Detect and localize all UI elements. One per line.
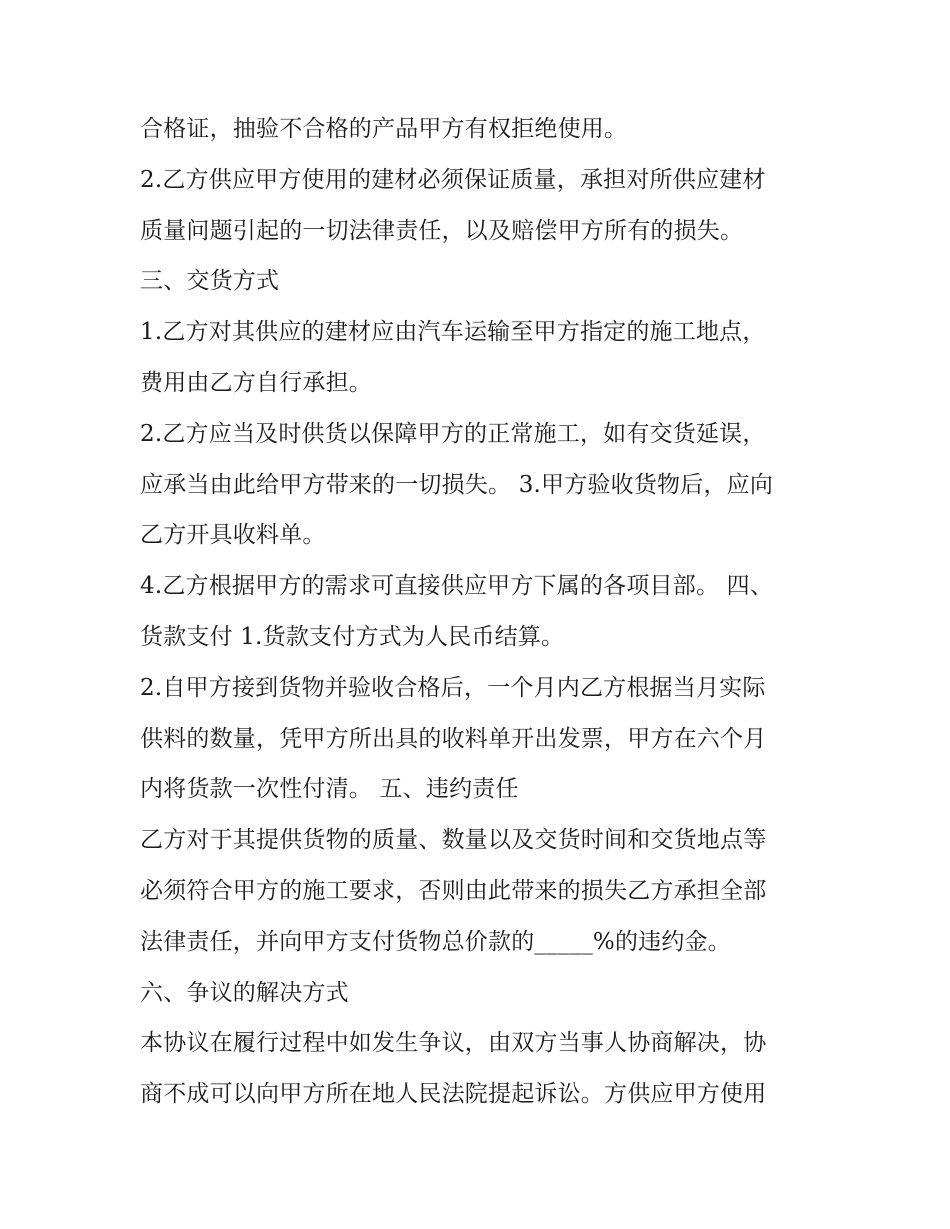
text-line-19: 本协议在履行过程中如发生争议，由双方当事人协商解决，协: [140, 1030, 767, 1057]
text-line-9: 乙方开具收料单。: [140, 522, 326, 549]
text-line-7: 2.乙方应当及时供货以保障甲方的正常施工，如有交货延误，: [140, 420, 766, 447]
text-line-8: 应承当由此给甲方带来的一切损失。 3.甲方验收货物后，应向: [140, 471, 774, 498]
section-heading-delivery: 三、交货方式: [140, 268, 280, 295]
text-line-10: 4.乙方根据甲方的需求可直接供应甲方下属的各项目部。 四、: [140, 573, 774, 600]
section-heading-dispute: 六、争议的解决方式: [140, 979, 349, 1006]
text-line-5: 1.乙方对其供应的建材应由汽车运输至甲方指定的施工地点，: [140, 319, 766, 346]
text-line-17: 法律责任，并向甲方支付货物总价款的_____%的违约金。: [140, 928, 731, 955]
text-line-3: 质量问题引起的一切法律责任，以及赔偿甲方所有的损失。: [140, 217, 744, 244]
text-line-1: 合格证，抽验不合格的产品甲方有权拒绝使用。: [140, 116, 628, 142]
text-line-2: 2.乙方供应甲方使用的建材必须保证质量，承担对所供应建材: [140, 166, 766, 193]
text-line-11: 货款支付 1.货款支付方式为人民币结算。: [140, 623, 565, 650]
text-line-13: 供料的数量，凭甲方所出具的收料单开出发票，甲方在六个月: [140, 725, 767, 752]
text-line-12: 2.自甲方接到货物并验收合格后，一个月内乙方根据当月实际: [140, 674, 766, 701]
text-line-14: 内将货款一次性付清。 五、违约责任: [140, 776, 519, 803]
document-body: [140, 104, 820, 1120]
text-line-15: 乙方对于其提供货物的质量、数量以及交货时间和交货地点等: [140, 827, 767, 854]
text-line-6: 费用由乙方自行承担。: [140, 369, 372, 396]
text-line-20: 商不成可以向甲方所在地人民法院提起诉讼。方供应甲方使用: [140, 1081, 767, 1108]
text-line-16: 必须符合甲方的施工要求，否则由此带来的损失乙方承担全部: [140, 877, 767, 904]
